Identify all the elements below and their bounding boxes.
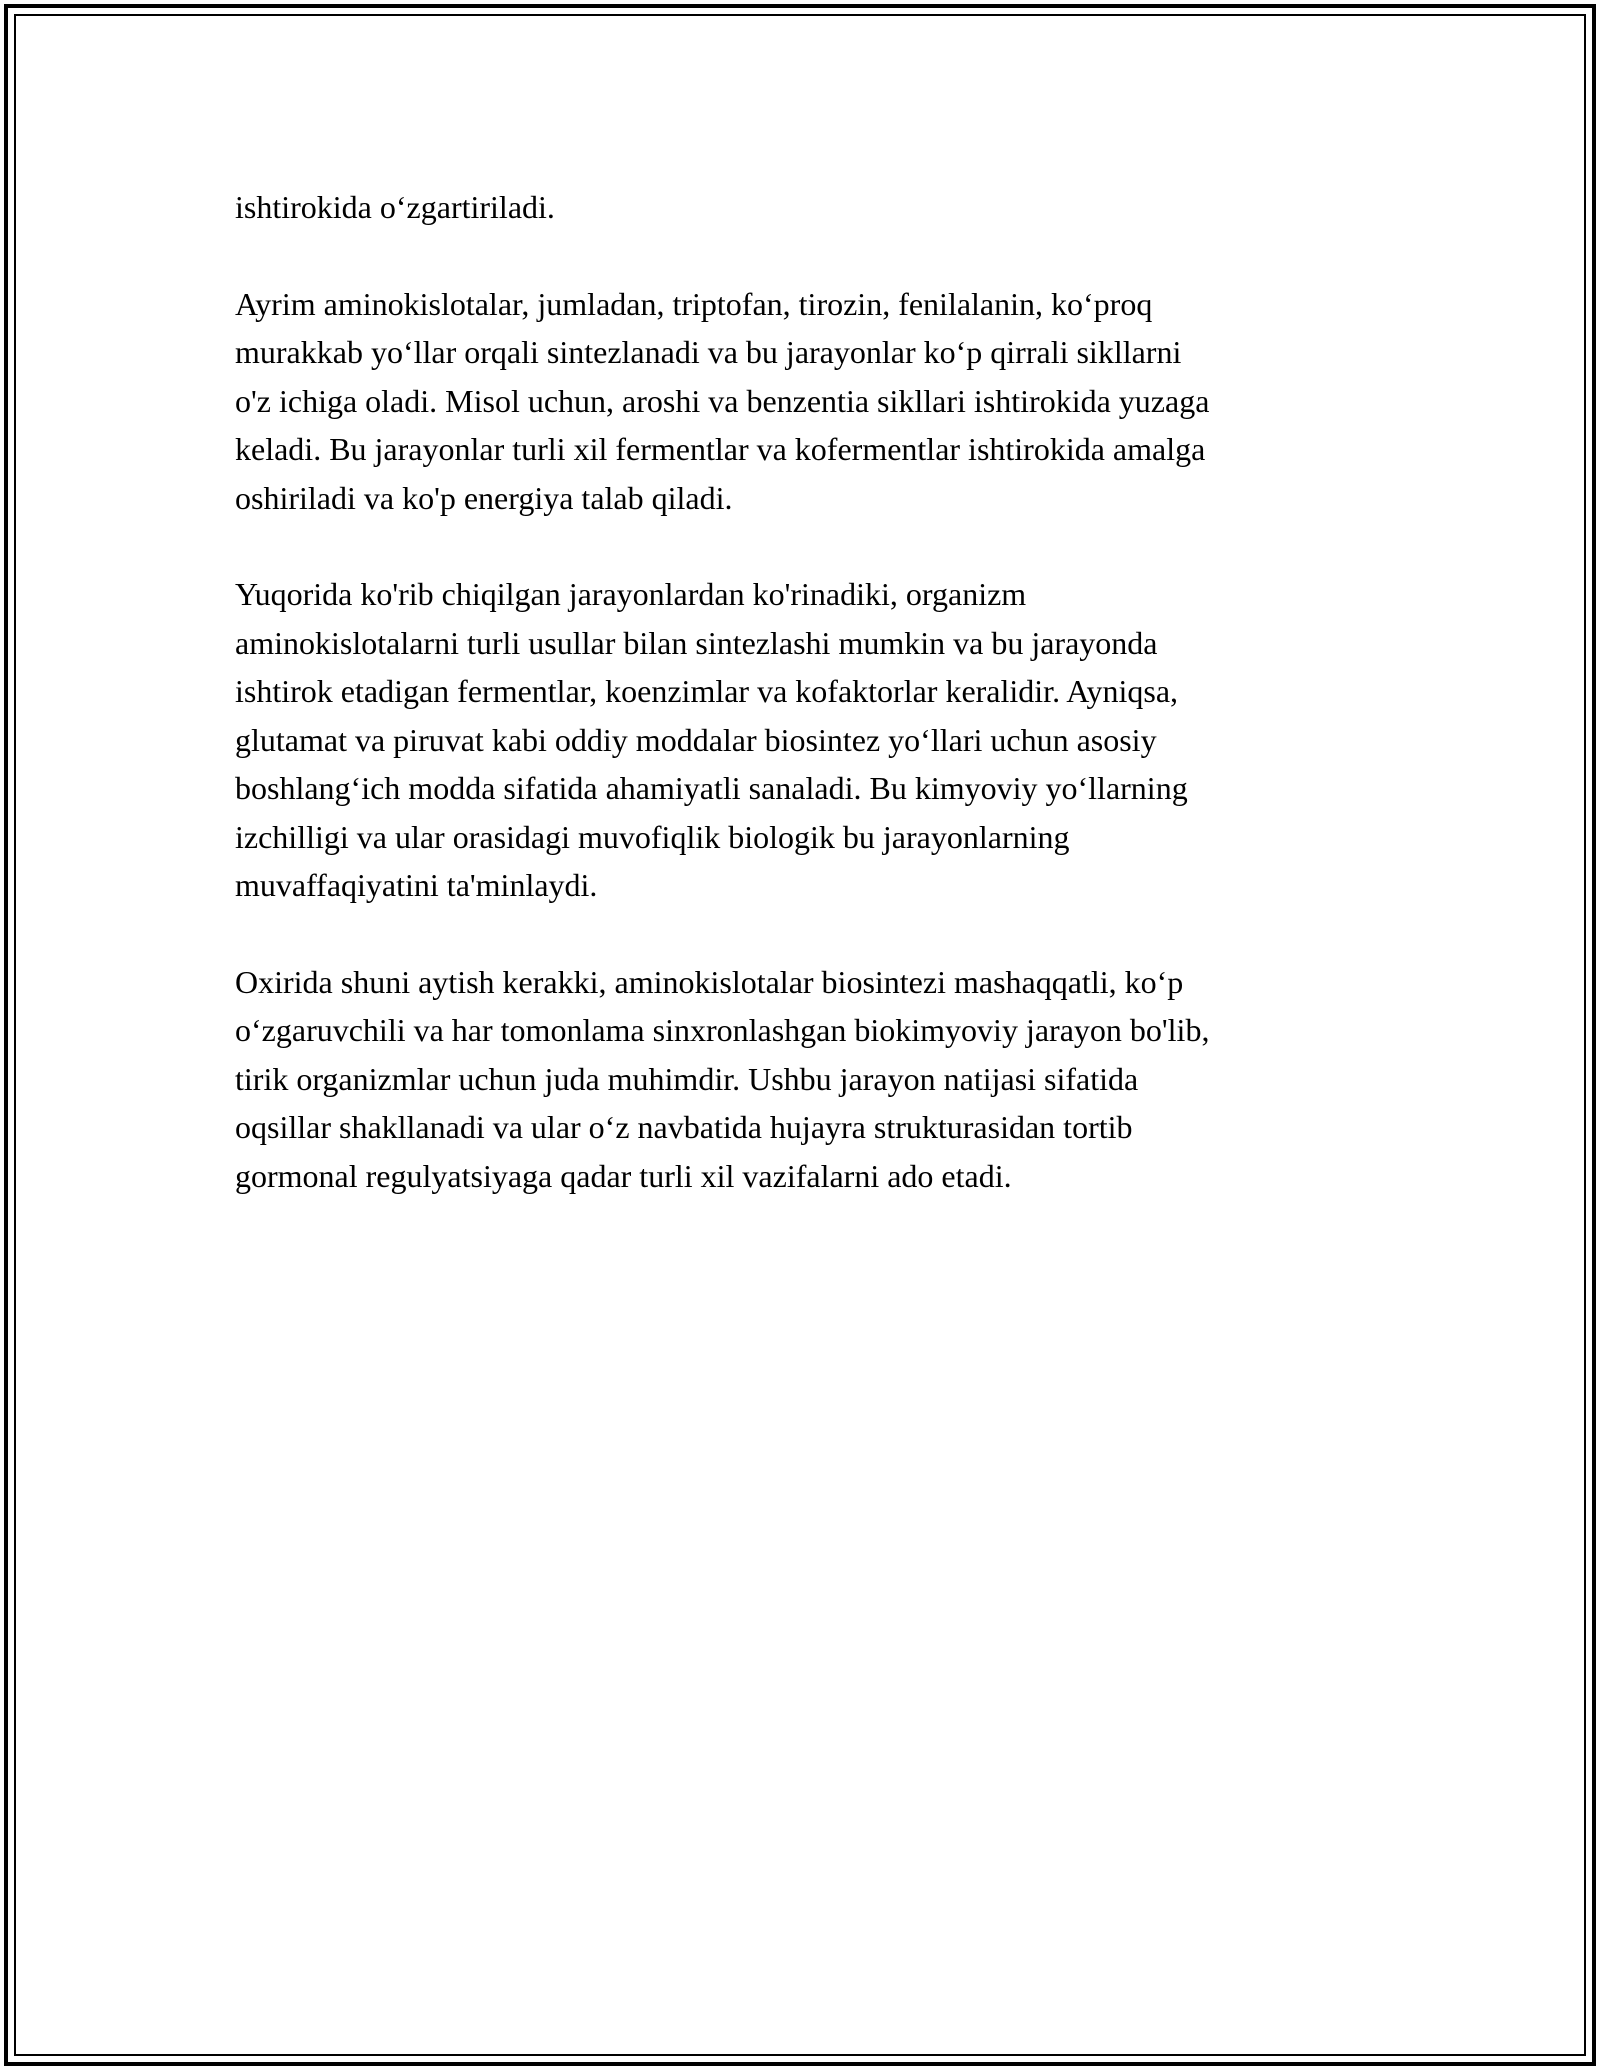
text-line: glutamat va piruvat kabi oddiy moddalar biosintez yo‘llari uchun asosiy (235, 721, 1157, 758)
paragraph-4 (235, 958, 1365, 1201)
text-line: oqsillar shakllanadi va ular o‘z navbatida hujayra strukturasidan tortib (235, 1109, 1133, 1145)
text-line: Ayrim aminokislotalar, jumladan, triptofan, tirozin, fenilalanin, ko‘proq (235, 285, 1153, 322)
text-line: o‘zgaruvchili va har tomonlama sinxronlashgan biokimyoviy jarayon bo'lib, (235, 1012, 1210, 1048)
paragraph-1 (235, 183, 1365, 232)
paragraph-3 (235, 570, 1365, 910)
text-line: Oxirida shuni aytish kerakki, aminokislotalar biosintezi mashaqqatli, ko‘p (235, 963, 1184, 1000)
text-line: tirik organizmlar uchun juda muhimdir. Ushbu jarayon natijasi sifatida (235, 1060, 1139, 1097)
text-line: keladi. Bu jarayonlar turli xil fermentlar va kofermentlar ishtirokida amalga (235, 431, 1206, 467)
text-line: izchilligi va ular orasidagi muvofiqlik biologik bu jarayonlarning (235, 818, 1070, 855)
text-line: ishtirokida o‘zgartiriladi. (235, 189, 555, 225)
text-line: murakkab yo‘llar orqali sintezlanadi va bu jarayonlar ko‘p qirrali sikllarni (235, 334, 1182, 370)
text-line: o'z ichiga oladi. Misol uchun, aroshi va benzentia sikllari ishtirokida yuzaga (235, 382, 1210, 419)
text-line: boshlang‘ich modda sifatida ahamiyatli sanaladi. Bu kimyoviy yo‘llarning (235, 770, 1188, 806)
paragraph-2 (235, 280, 1365, 523)
text-line: muvaffaqiyatini ta'minlaydi. (235, 867, 598, 903)
text-line: aminokislotalarni turli usullar bilan sintezlashi mumkin va bu jarayonda (235, 624, 1158, 661)
text-line: gormonal regulyatsiyaga qadar turli xil vazifalarni ado etadi. (235, 1157, 1012, 1194)
text-line: oshiriladi va ko'p energiya talab qiladi. (235, 479, 733, 516)
text-line: Yuqorida ko'rib chiqilgan jarayonlardan ko'rinadiki, organizm (235, 576, 1027, 612)
document-body (235, 183, 1365, 1248)
text-line: ishtirok etadigan fermentlar, koenzimlar va kofaktorlar keralidir. Ayniqsa, (235, 673, 1179, 709)
